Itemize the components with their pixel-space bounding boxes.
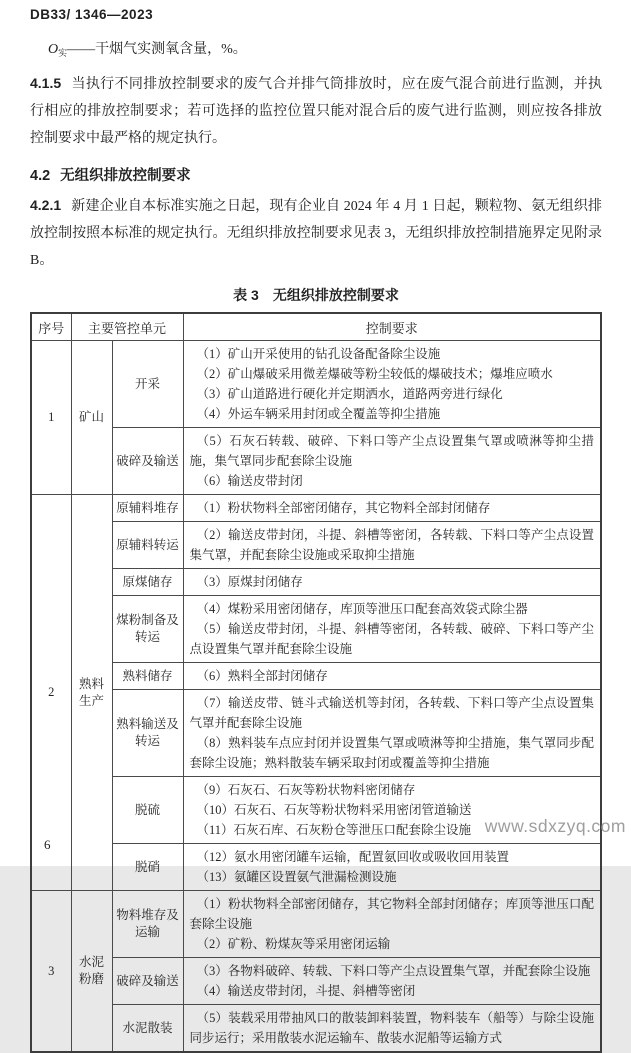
requirement-item: （6）输送皮带封闭	[196, 474, 303, 488]
watermark: www.sdxzyq.com	[484, 816, 626, 836]
subunit-cell: 破碎及输送	[112, 958, 183, 1005]
clause-4-1-5-number: 4.1.5	[30, 75, 62, 91]
seq-cell: 2	[31, 495, 71, 891]
requirements-cell	[183, 569, 601, 596]
requirements-cell	[183, 958, 601, 1005]
requirements-cell	[183, 844, 601, 891]
subunit-cell: 脱硝	[112, 844, 183, 891]
page-content	[30, 30, 602, 1053]
table-row	[31, 495, 601, 522]
subunit-cell: 原辅料转运	[112, 522, 183, 569]
unit-cell: 水泥粉磨	[71, 891, 112, 1053]
table-row	[31, 663, 601, 690]
clause-4-1-5-text: 当执行不同排放控制要求的废气合并排气筒排放时，应在废气混合前进行监测，并执行相应的排放控制要求；若可选择的监控位置只能对混合后的废气进行监测，则应按各排放控制要求中最严格的规定执行。	[30, 77, 602, 146]
subunit-cell: 破碎及输送	[112, 428, 183, 495]
requirements-cell	[183, 1005, 601, 1053]
header-seq: 序号	[31, 313, 71, 341]
table-3-title: 表 3 无组织排放控制要求	[233, 287, 399, 303]
requirements-cell	[183, 690, 601, 777]
unit-cell: 熟料生产	[71, 495, 112, 891]
table-row	[31, 690, 601, 777]
requirement-item: （6）熟料全部封闭储存	[196, 669, 328, 683]
table-row	[31, 596, 601, 663]
table-header-row	[31, 313, 601, 341]
subunit-cell: 熟料储存	[112, 663, 183, 690]
requirement-item: （5）石灰石转载、破碎、下料口等产尘点设置集气罩或喷淋等抑尘措施，集气罩同步配套除尘设施	[189, 434, 594, 468]
requirements-cell	[183, 522, 601, 569]
subunit-cell: 原辅料堆存	[112, 495, 183, 522]
requirement-item: （1）粉状物料全部密闭储存，其它物料全部封闭储存	[196, 501, 491, 515]
header-req: 控制要求	[183, 313, 601, 341]
requirement-item: （2）矿粉、粉煤灰等采用密闭运输	[196, 937, 391, 951]
requirements-cell	[183, 495, 601, 522]
clause-4-1-5	[30, 70, 602, 152]
unit-cell: 矿山	[71, 341, 112, 495]
section-4-2-heading	[30, 165, 602, 187]
seq-cell: 3	[31, 891, 71, 1053]
table-row	[31, 891, 601, 958]
requirement-item: （4）输送皮带封闭，斗提、斜槽等密闭	[196, 984, 416, 998]
requirement-item: （12）氨水用密闭罐车运输，配置氨回收或吸收回用装置	[196, 850, 510, 864]
requirement-item: （5）输送皮带封闭，斗提、斜槽等密闭，各转载、破碎、下料口等产尘点设置集气罩并配套除尘设施	[189, 622, 594, 656]
standard-number-header: DB33/ 1346—2023	[30, 7, 154, 22]
subunit-cell: 开采	[112, 341, 183, 428]
oxygen-symbol-definition	[48, 38, 602, 65]
table-row	[31, 844, 601, 891]
section-4-2-title: 无组织排放控制要求	[60, 168, 191, 184]
table-row	[31, 522, 601, 569]
requirement-item: （2）矿山爆破采用微差爆破等粉尘较低的爆破技术；爆堆应喷水	[196, 367, 553, 381]
requirements-cell	[183, 341, 601, 428]
oxygen-definition-text: ——干烟气实测氧含量，%。	[67, 42, 247, 57]
requirement-item: （2）输送皮带封闭，斗提、斜槽等密闭，各转载、下料口等产尘点设置集气罩，并配套除尘设施或采取抑尘措施	[189, 528, 594, 562]
requirement-item: （11）石灰石库、石灰粉仓等泄压口配套除尘设施	[196, 823, 472, 837]
requirement-item: （5）装载采用带抽风口的散装卸料装置，物料装车（船等）与除尘设施同步运行；采用散装水泥运输车、散装水泥船等运输方式	[189, 1011, 594, 1045]
requirement-item: （1）矿山开采使用的钻孔设备配备除尘设施	[196, 347, 441, 361]
table-row	[31, 958, 601, 1005]
requirements-cell	[183, 596, 601, 663]
requirement-item: （9）石灰石、石灰等粉状物料密闭储存	[196, 783, 416, 797]
requirement-item: （3）各物料破碎、转载、下料口等产尘点设置集气罩，并配套除尘设施	[196, 964, 591, 978]
requirement-item: （4）外运车辆采用封闭或全覆盖等抑尘措施	[196, 407, 441, 421]
clause-4-2-1-number: 4.2.1	[30, 197, 62, 213]
subunit-cell: 物料堆存及运输	[112, 891, 183, 958]
fugitive-emission-control-table	[30, 312, 602, 1053]
requirement-item: （7）输送皮带、链斗式输送机等封闭，各转载、下料口等产尘点设置集气罩并配套除尘设施	[189, 696, 594, 730]
clause-4-2-1	[30, 192, 602, 274]
oxygen-symbol-subscript: 实	[58, 48, 68, 58]
subunit-cell: 熟料输送及转运	[112, 690, 183, 777]
table-row	[31, 569, 601, 596]
subunit-cell: 原煤储存	[112, 569, 183, 596]
requirements-cell	[183, 428, 601, 495]
clause-4-2-1-text: 新建企业自本标准实施之日起，现有企业自 2024 年 4 月 1 日起，颗粒物、氨无组织排放控制按照本标准的规定执行。无组织排放控制要求见表 3，无组织排放控制措施界定见附录 B。	[30, 199, 602, 268]
requirement-item: （13）氨罐区设置氨气泄漏检测设施	[196, 870, 397, 884]
requirement-item: （8）熟料装车点应封闭并设置集气罩或喷淋等抑尘措施，集气罩同步配套除尘设施；熟料散装车辆采取封闭或覆盖等抑尘措施	[189, 736, 594, 770]
table-row	[31, 1005, 601, 1053]
requirements-cell	[183, 891, 601, 958]
page-number: 6	[44, 837, 51, 852]
requirements-cell	[183, 663, 601, 690]
subunit-cell: 脱硫	[112, 777, 183, 844]
requirement-item: （4）煤粉采用密闭储存，库顶等泄压口配套高效袋式除尘器	[196, 602, 528, 616]
requirement-item: （1）粉状物料全部密闭储存，其它物料全部封闭储存；库顶等泄压口配套除尘设施	[189, 897, 594, 931]
requirement-item: （10）石灰石、石灰等粉状物料采用密闭管道输送	[196, 803, 472, 817]
table-row	[31, 428, 601, 495]
seq-cell: 1	[31, 341, 71, 495]
subunit-cell: 水泥散装	[112, 1005, 183, 1053]
subunit-cell: 煤粉制备及转运	[112, 596, 183, 663]
table-row	[31, 341, 601, 428]
requirement-item: （3）矿山道路进行硬化并定期洒水，道路两旁进行绿化	[196, 387, 503, 401]
requirement-item: （3）原煤封闭储存	[196, 575, 303, 589]
header-unit: 主要管控单元	[71, 313, 183, 341]
oxygen-symbol: O	[48, 42, 59, 57]
section-4-2-number: 4.2	[30, 168, 51, 184]
